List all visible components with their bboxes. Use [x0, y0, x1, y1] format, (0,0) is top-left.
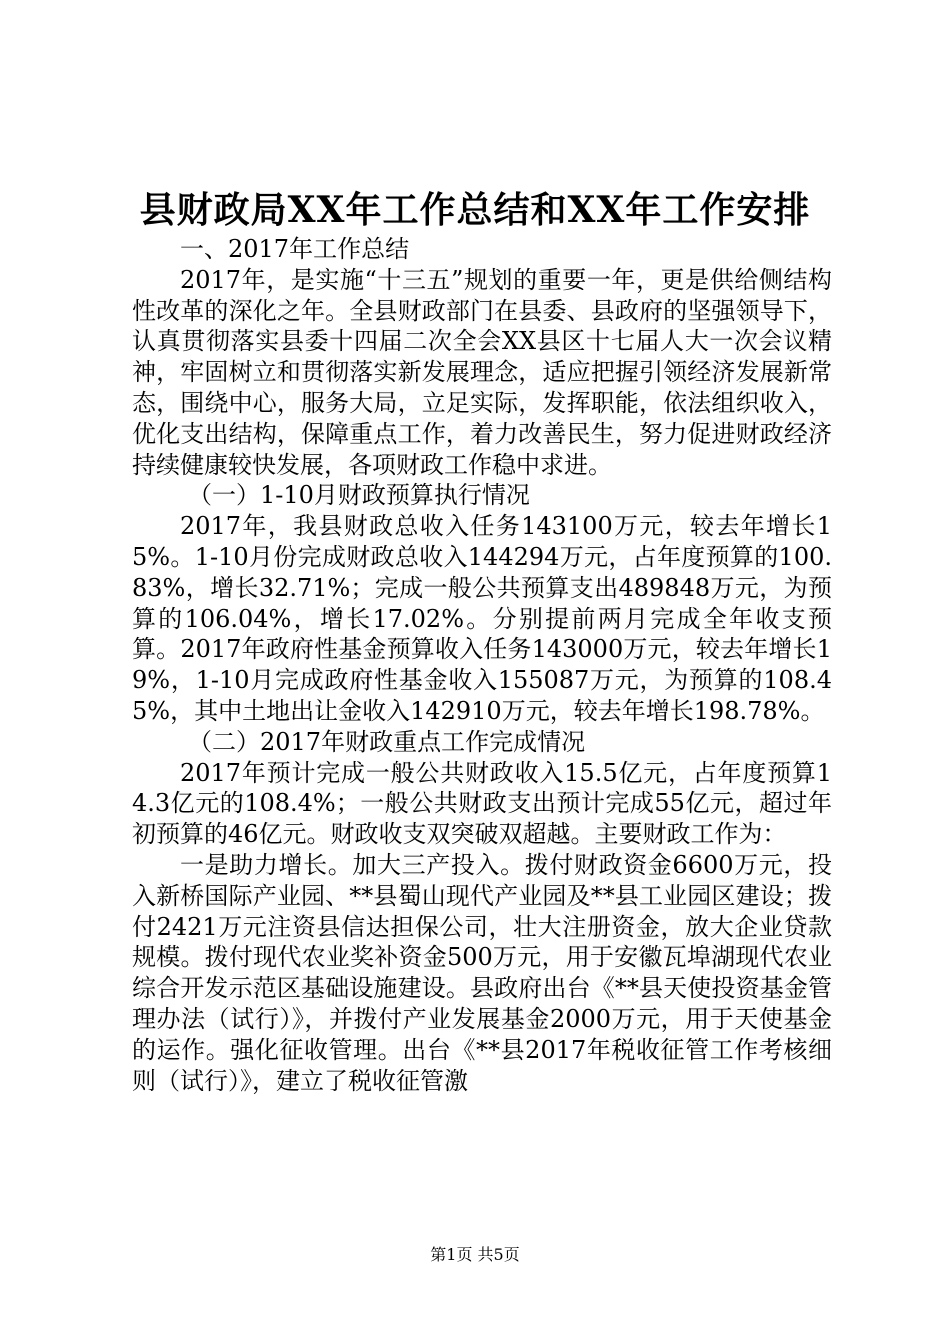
- key-work-paragraph: 2017年预计完成一般公共财政收入15.5亿元，占年度预算14.3亿元的108.4%；一般公共财政支出预计完成55亿元，超过年初预算的46亿元。财政收支双突破双超越。主要财政工作为：: [132, 758, 832, 849]
- growth-paragraph: 一是助力增长。加大三产投入。拨付财政资金6600万元，投入新桥国际产业园、**县蜀山现代产业园及**县工业园区建设；拨付2421万元注资县信达担保公司，壮大注册资金，放大企业贷款规模。拨付现代农业奖补资金500万元，用于安徽瓦埠湖现代农业综合开发示范区基础设施建设。县政府出台《**县天使投资基金管理办法（试行）》，并拨付产业发展基金2000万元，用于天使基金的运作。强化征收管理。出台《**县2017年税收征管工作考核细则（试行）》，建立了税收征管激: [132, 850, 832, 1095]
- subsection-heading-budget: （一）1-10月财政预算执行情况: [188, 481, 530, 510]
- intro-paragraph: 2017年，是实施“十三五”规划的重要一年，更是供给侧结构性改革的深化之年。全县财政部门在县委、县政府的坚强领导下，认真贯彻落实县委十四届二次全会XX县区十七届人大一次会议精神，牢固树立和贯彻落实新发展理念，适应把握引领经济发展新常态，围绕中心，服务大局，立足实际，发挥职能，依法组织收入，优化支出结构，保障重点工作，着力改善民生，努力促进财政经济持续健康较快发展，各项财政工作稳中求进。: [132, 265, 832, 479]
- document-body: [132, 234, 832, 1096]
- section-heading: 一、2017年工作总结: [180, 235, 410, 263]
- page-footer: 第1页 共5页: [430, 1245, 520, 1264]
- budget-paragraph: 2017年，我县财政总收入任务143100万元，较去年增长15%。1-10月份完成财政总收入144294万元，占年度预算的100.83%，增长32.71%；完成一般公共预算支出489848万元，为预算的106.04%，增长17.02%。分别提前两月完成全年收支预算。2017年政府性基金预算收入任务143000万元，较去年增长19%，1-10月完成政府性基金收入155087万元，为预算的108.45%，其中土地出让金收入142910万元，较去年增长198.78%。: [132, 512, 832, 725]
- document-title: 县财政局XX年工作总结和XX年工作安排: [139, 189, 811, 231]
- subsection-heading-key-work: （二）2017年财政重点工作完成情况: [188, 727, 586, 756]
